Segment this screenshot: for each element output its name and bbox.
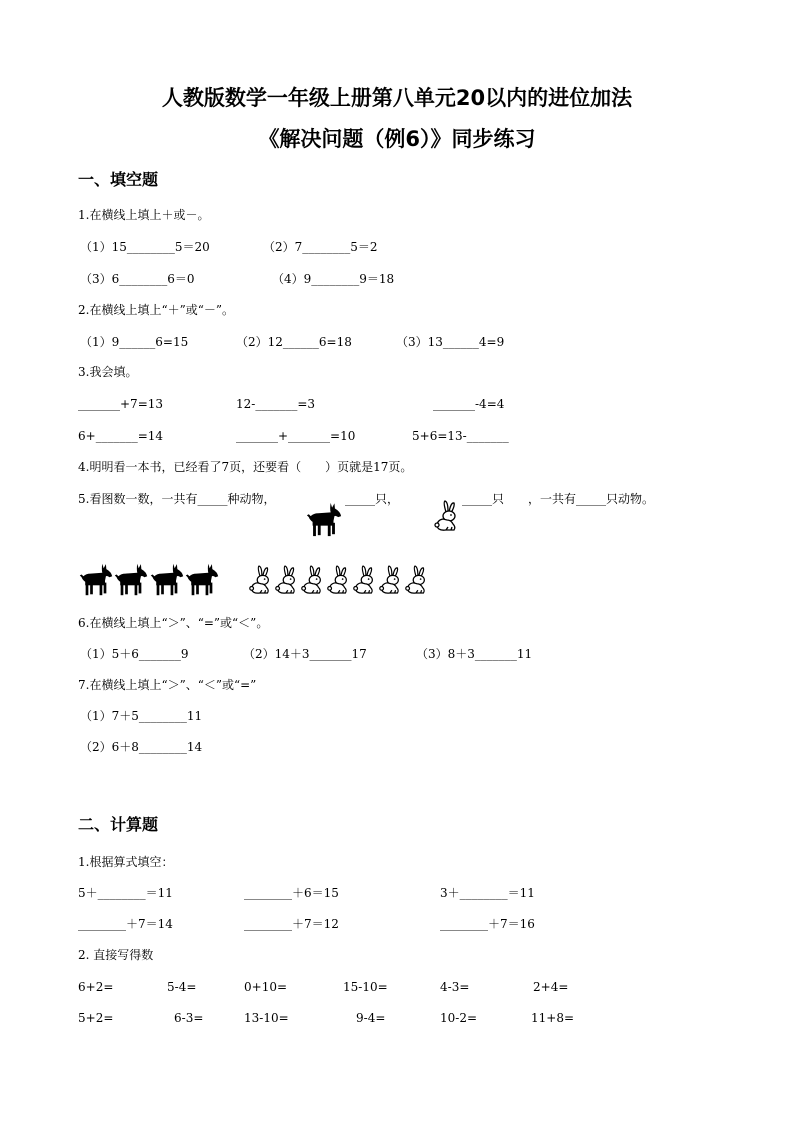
calc-q2-item: 10-2= <box>440 1011 478 1025</box>
q2-item: （3）13______4=9 <box>396 335 505 349</box>
goat-icon <box>113 560 149 598</box>
q5-text-part3: _____只 <box>462 492 505 506</box>
q3-item: 6+_______=14 <box>78 429 164 443</box>
calc-q2-item: 15-10= <box>343 980 388 994</box>
q2-item: （2）12______6=18 <box>236 335 352 349</box>
q3-item: 5+6=13-_______ <box>412 429 509 443</box>
doc-title-line2: 《解决问题（例6）》同步练习 <box>258 127 536 151</box>
calc-q2-stem: 2. 直接写得数 <box>78 948 154 962</box>
calc-q1-item: 5＋________＝11 <box>78 886 173 900</box>
calc-q1-item: ________＋7＝16 <box>440 917 535 931</box>
calc-q2-item: 5-4= <box>167 980 197 994</box>
q3-item: _______+7=13 <box>78 397 164 411</box>
q1-item: （3）6________6＝0 <box>80 272 195 286</box>
q1-item: （2）7________5＝2 <box>263 240 378 254</box>
q1-item: （1）15________5＝20 <box>80 240 210 254</box>
q6-item: （1）5＋6_______9 <box>80 647 189 661</box>
calc-q2-item: 11+8= <box>531 1011 575 1025</box>
calc-q1-item: 3＋________＝11 <box>440 886 535 900</box>
rabbit-icon <box>403 562 429 598</box>
section1-heading: 一、填空题 <box>78 170 159 189</box>
goat-icon <box>184 560 220 598</box>
q7-item: （1）7＋5________11 <box>80 709 203 723</box>
rabbit-icon <box>432 498 460 534</box>
q3-item: _______-4=4 <box>433 397 505 411</box>
q6-item: （3）8＋3_______11 <box>416 647 533 661</box>
q2-item: （1）9______6=15 <box>80 335 189 349</box>
q1-item: （4）9________9＝18 <box>272 272 395 286</box>
q1-stem: 1.在横线上填上＋或－。 <box>78 208 210 222</box>
q4-stem: 4.明明看一本书，已经看了7页，还要看（ ）页就是17页。 <box>78 460 413 474</box>
q3-stem: 3.我会填。 <box>78 365 138 379</box>
q6-item: （2）14＋3_______17 <box>243 647 367 661</box>
calc-q2-item: 2+4= <box>533 980 569 994</box>
calc-q1-item: ________＋6＝15 <box>244 886 339 900</box>
rabbit-icon <box>351 562 377 598</box>
q3-item: 12-_______=3 <box>236 397 316 411</box>
doc-title-line1: 人教版数学一年级上册第八单元20以内的进位加法 <box>161 86 633 110</box>
q5-text-part1: 5.看图数一数，一共有_____种动物， <box>78 492 276 506</box>
q6-stem: 6.在横线上填上“＞”、“=”或“＜”。 <box>78 616 269 630</box>
rabbit-icon <box>273 562 299 598</box>
rabbit-icon <box>247 562 273 598</box>
q5-text-part2: _____只， <box>345 492 400 506</box>
rabbit-icon <box>325 562 351 598</box>
q7-stem: 7.在横线上填上“＞”、“＜”或“=” <box>78 678 257 692</box>
calc-q2-item: 9-4= <box>356 1011 386 1025</box>
goat-icon <box>78 560 114 598</box>
rabbit-icon <box>377 562 403 598</box>
goat-icon <box>149 560 185 598</box>
calc-q2-item: 0+10= <box>244 980 288 994</box>
calc-q2-item: 13-10= <box>244 1011 289 1025</box>
rabbit-icon <box>299 562 325 598</box>
calc-q2-item: 4-3= <box>440 980 470 994</box>
calc-q2-item: 6+2= <box>78 980 114 994</box>
q5-text-part4: ，一共有_____只动物。 <box>528 492 655 506</box>
calc-q1-stem: 1.根据算式填空： <box>78 855 174 869</box>
q3-item: _______+_______=10 <box>236 429 356 443</box>
calc-q2-item: 5+2= <box>78 1011 114 1025</box>
q7-item: （2）6＋8________14 <box>80 740 203 754</box>
calc-q1-item: ________＋7＝14 <box>78 917 173 931</box>
q2-stem: 2.在横线上填上“＋”或“－”。 <box>78 303 234 317</box>
section2-heading: 二、计算题 <box>78 815 159 834</box>
calc-q2-item: 6-3= <box>174 1011 204 1025</box>
calc-q1-item: ________＋7＝12 <box>244 917 339 931</box>
goat-icon <box>305 500 343 538</box>
